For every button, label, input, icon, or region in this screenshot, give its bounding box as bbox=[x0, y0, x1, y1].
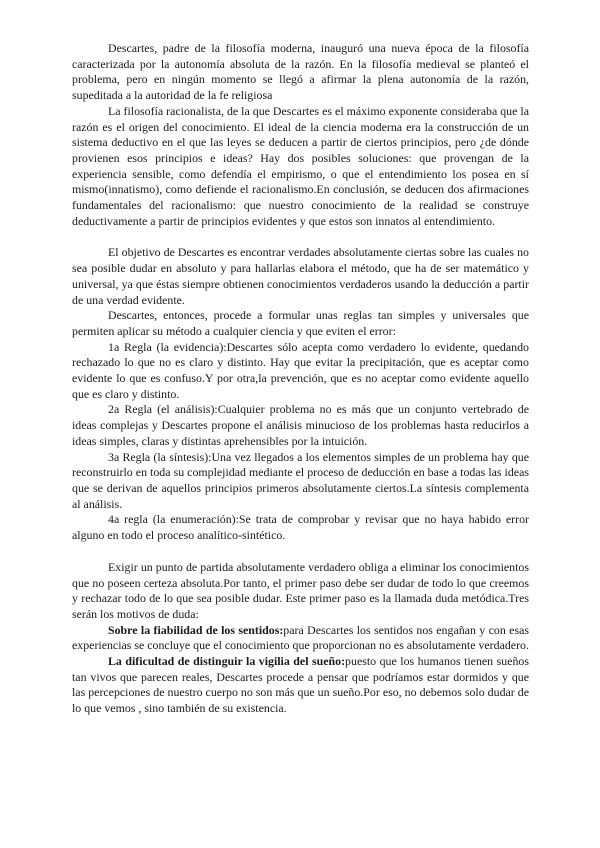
doubt-dream-text: puesto que los humanos tienen sueños tan vivos que parecen reales, Descartes procede a pensar que podríamos estar dormidos y que las percepciones de nuestro cuerpo no son más que un sueño.Por eso, no debemos solo dudar de lo que vemos , sino también de su existencia. bbox=[72, 654, 529, 716]
doubt-senses-text: para Descartes los sentidos nos engañan y con esas experiencias se concluye que el conocimiento que proporcionan no es absolutamente verdadero. bbox=[72, 622, 529, 653]
paragraph-gap bbox=[72, 229, 529, 245]
paragraph-intro: Descartes, padre de la filosofía moderna, inauguró una nueva época de la filosofía caracterizada por la autonomía absoluta de la razón. En la filosofía medieval se planteó el problema, pero en ningún momento se llegó a afirmar la plena autonomía de la razón, supeditada a la autoridad de la fe religiosa bbox=[72, 41, 529, 103]
paragraph-rules-intro: Descartes, entonces, procede a formular unas reglas tan simples y universales que permiten aplicar su método a cualquier ciencia y que eviten el error: bbox=[72, 308, 529, 338]
paragraph-doubt-dream bbox=[72, 654, 529, 717]
paragraph-rationalism: La filosofía racionalista, de la que Descartes es el máximo exponente consideraba que la razón es el origen del conocimiento. El ideal de la ciencia moderna era la construcción de un sistema deductivo en el que las leyes se deducen a partir de ciertos principios, pero ¿de dónde provienen esos principios e ideas? Hay dos posibles soluciones: que provengan de la experiencia sensible, como defendía el empirismo, o que el entendimiento los posea en sí mismo(innatismo), como defiende el racionalismo.En conclusión, se deducen dos afirmaciones fundamentales del racionalismo: que nuestro conocimiento de la realidad se construye deductivamente a partir de principios evidentes y que estos son innatos al entendimiento. bbox=[72, 103, 529, 228]
doubt-senses-heading: Sobre la fiabilidad de los sentidos: bbox=[108, 622, 284, 637]
paragraph-doubt-senses bbox=[72, 623, 529, 654]
paragraph-gap bbox=[72, 544, 529, 560]
paragraph-rule-2: 2a Regla (el análisis):Cualquier problema no es más que un conjunto vertebrado de ideas complejas y Descartes propone el análisis minucioso de los problemas hasta reducirlos a ideas simples, claras y distintas aprehensibles por la intuición. bbox=[72, 402, 529, 448]
paragraph-rule-4: 4a regla (la enumeración):Se trata de comprobar y revisar que no haya habido error alguno en todo el proceso analítico-sintético. bbox=[72, 512, 529, 543]
document-page bbox=[72, 41, 529, 717]
paragraph-methodical-doubt: Exigir un punto de partida absolutamente verdadero obliga a eliminar los conocimientos que no poseen certeza absoluta.Por tanto, el primer paso debe ser dudar de todo lo que creemos y rechazar todo de lo que sea posible dudar. Este primer paso es la llamada duda metódica.Tres serán los motivos de duda: bbox=[72, 559, 529, 621]
paragraph-rule-3: 3a Regla (la síntesis):Una vez llegados a los elementos simples de un problema hay que reconstruirlo en toda su complejidad mediante el proceso de deducción en base a todas las ideas que se derivan de aquellos principios primeros absolutamente ciertos.La síntesis complementa al análisis. bbox=[72, 449, 529, 511]
doubt-dream-heading: La dificultad de distinguir la vigilia del sueño: bbox=[108, 654, 346, 669]
paragraph-rule-1: 1a Regla (la evidencia):Descartes sólo acepta como verdadero lo evidente, quedando rechazado lo que no es claro y distinto. Hay que evitar la precipitación, que es aceptar como evidente lo que es confuso.Y por otra,la prevención, que es no aceptar como evidente aquello que es claro y distinto. bbox=[72, 339, 529, 401]
paragraph-objective: El objetivo de Descartes es encontrar verdades absolutamente ciertas sobre las cuales no sea posible dudar en absoluto y para hallarlas elabora el método, que ha de ser matemático y universal, ya que éstas siempre obtienen conocimientos verdaderos usando la deducción a partir de una verdad evidente. bbox=[72, 245, 529, 307]
